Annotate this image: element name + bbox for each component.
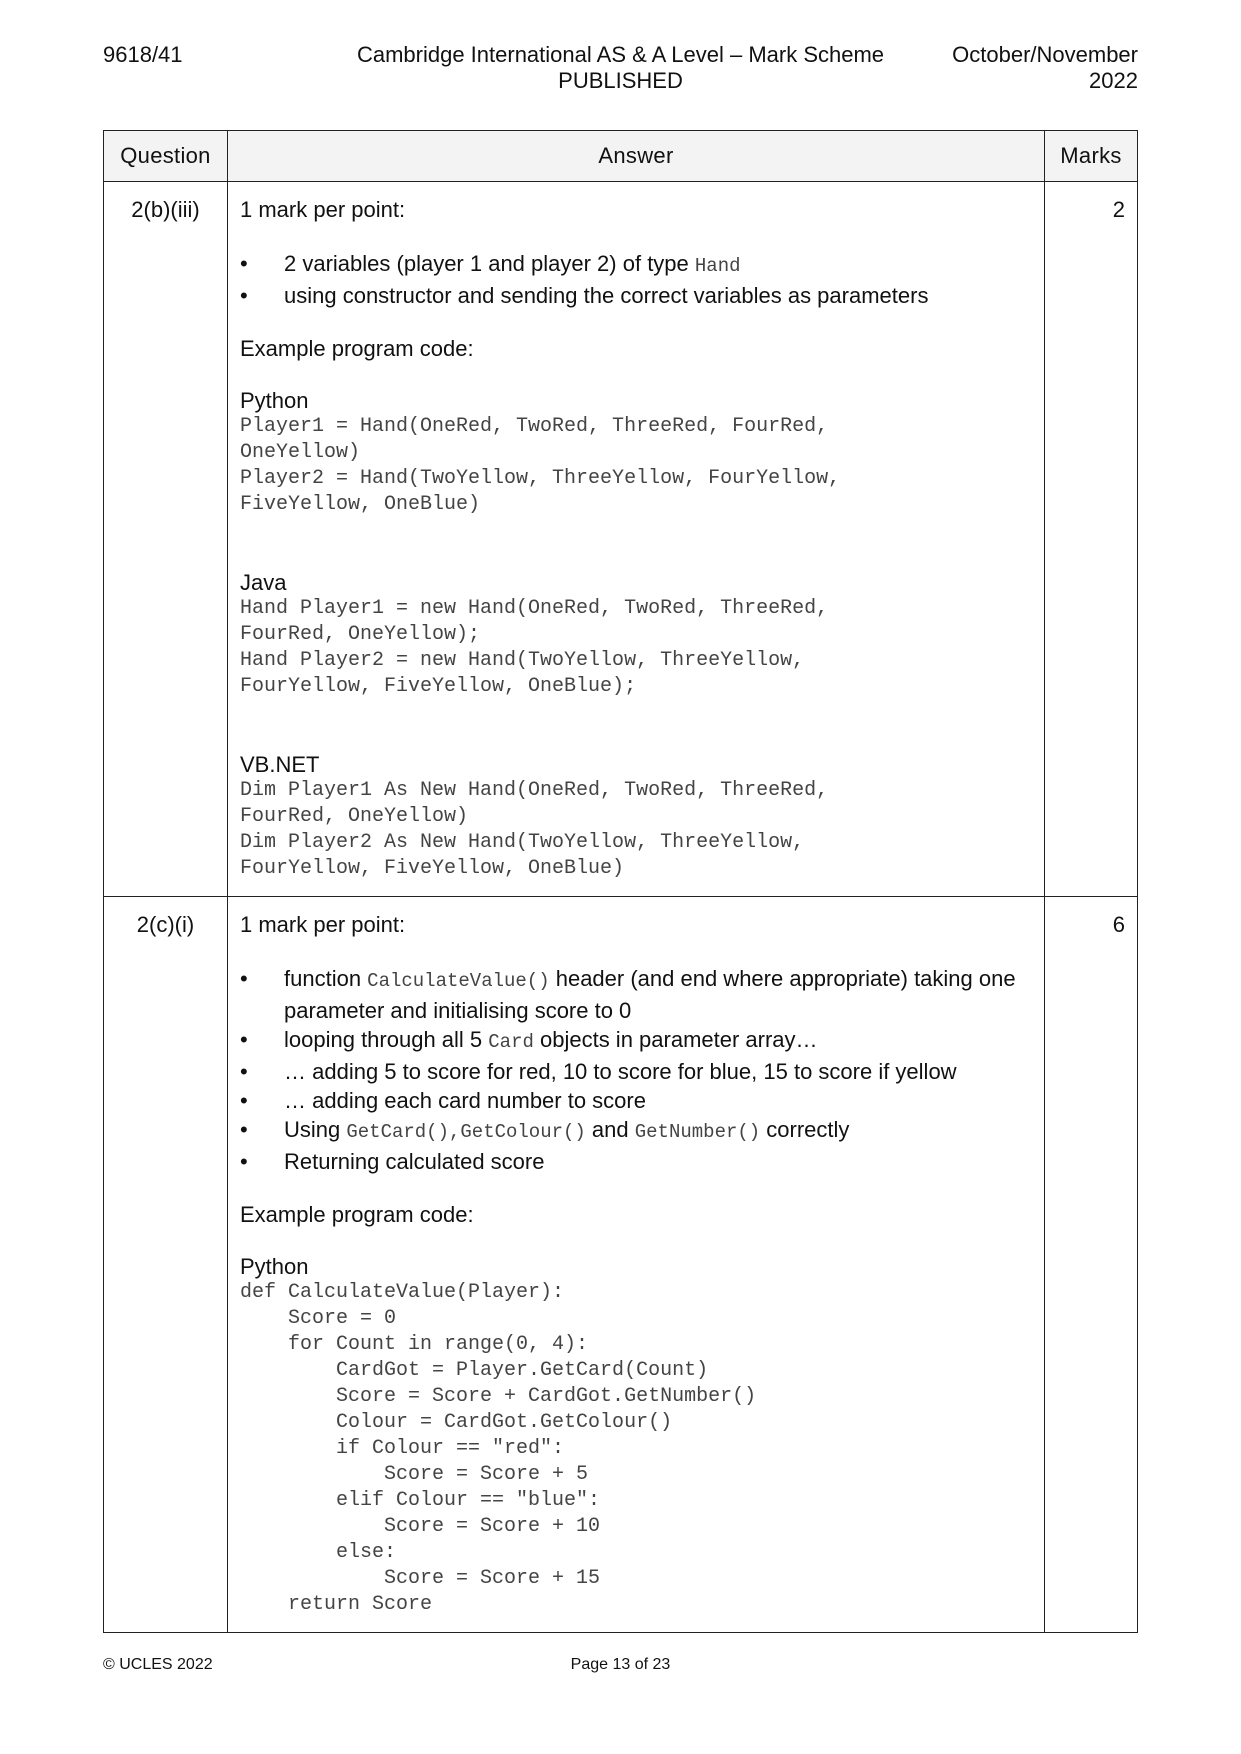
language-label-java: Java — [240, 570, 287, 595]
inline-code: GetNumber() — [634, 1121, 761, 1143]
page-number: Page 13 of 23 — [570, 1656, 671, 1673]
example-label: Example program code: — [240, 1202, 474, 1227]
code-block-java: Hand Player1 = new Hand(OneRed, TwoRed, ThreeRed, FourRed, OneYellow); Hand Player2 = new Hand(TwoYellow, ThreeYellow, FourYellow, FiveYellow, OneBlue); — [240, 597, 829, 698]
code-block-vbnet: Dim Player1 As New Hand(OneRed, TwoRed, ThreeRed, FourRed, OneYellow) Dim Player2 As New Hand(TwoYellow, ThreeYellow, FourYellow, FiveYellow, OneBlue) — [240, 779, 829, 880]
table-row — [104, 897, 1138, 1633]
language-label-python: Python — [240, 388, 309, 413]
code-block-python: Player1 = Hand(OneRed, TwoRed, ThreeRed, FourRed, OneYellow) Player2 = Hand(TwoYellow, ThreeYellow, FourYellow, FiveYellow, OneBlue) — [240, 415, 841, 516]
marking-points — [240, 964, 1034, 1176]
example-label: Example program code: — [240, 336, 474, 361]
column-header-marks: Marks — [1045, 131, 1138, 182]
inline-code: CalculateValue() — [367, 970, 550, 992]
marking-point: • Returning calculated score — [240, 1147, 1034, 1176]
column-header-question: Question — [104, 131, 228, 182]
marking-point: • … adding each card number to score — [240, 1086, 1034, 1115]
marking-point: • using constructor and sending the correct variables as parameters — [240, 281, 1034, 310]
marking-point: • function CalculateValue() header (and end where appropriate) taking one parameter and initialising score to 0 — [240, 964, 1034, 1025]
marking-point: • looping through all 5 Card objects in parameter array… — [240, 1025, 1034, 1057]
answer-cell — [228, 182, 1045, 897]
paper-code: 9618/41 — [103, 42, 183, 67]
language-label-vbnet: VB.NET — [240, 752, 320, 777]
mark-scheme-table — [103, 130, 1138, 1633]
answer-cell — [228, 897, 1045, 1633]
code-block-python: def CalculateValue(Player): Score = 0 for Count in range(0, 4): CardGot = Player.GetCard(Count) Score = Score + CardGot.GetNumber() Colour = CardGot.GetColour() if Colour == "red": Score = Score + 5 elif Colour == "blue": Score = Score + 10 else: Score = Score + 15 return Score — [240, 1281, 757, 1616]
answer-intro: 1 mark per point: — [240, 197, 406, 222]
title-line-2: PUBLISHED — [558, 68, 683, 93]
inline-code: Card — [488, 1031, 534, 1053]
table-row — [104, 182, 1138, 897]
inline-code: Hand — [694, 255, 741, 277]
question-number: 2(b)(iii) — [104, 182, 228, 897]
column-header-answer: Answer — [228, 131, 1045, 182]
inline-code: GetCard(), — [346, 1121, 461, 1143]
marking-point: • Using GetCard(),GetColour() and GetNumber() correctly — [240, 1115, 1034, 1147]
table-header-row — [104, 131, 1138, 182]
marking-point: • 2 variables (player 1 and player 2) of type Hand — [240, 249, 1034, 281]
answer-intro: 1 mark per point: — [240, 912, 406, 937]
marks-value: 2 — [1045, 182, 1138, 897]
session-line-2: 2022 — [1089, 68, 1138, 93]
session-line-1: October/November — [952, 42, 1138, 67]
copyright: © UCLES 2022 — [103, 1656, 213, 1673]
marks-value: 6 — [1045, 897, 1138, 1633]
inline-code: GetColour() — [460, 1121, 586, 1143]
title-line-1: Cambridge International AS & A Level – Mark Scheme — [356, 42, 885, 67]
marking-points — [240, 249, 1034, 310]
marking-point: • … adding 5 to score for red, 10 to score for blue, 15 to score if yellow — [240, 1057, 1034, 1086]
exam-session — [952, 42, 1138, 94]
language-label-python: Python — [240, 1254, 309, 1279]
question-number: 2(c)(i) — [104, 897, 228, 1633]
